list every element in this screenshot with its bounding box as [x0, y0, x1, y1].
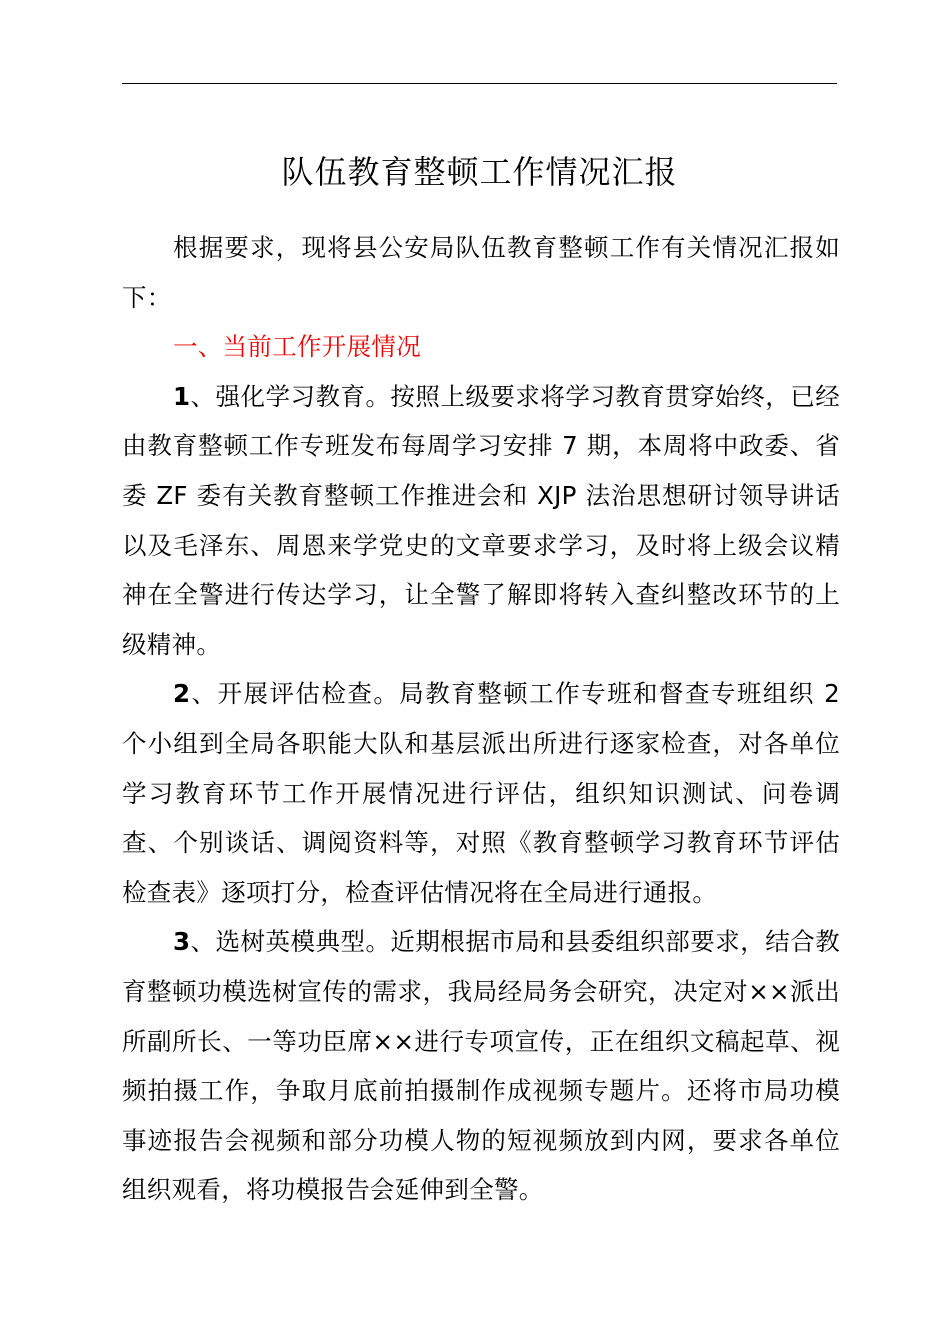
item-paragraph-2: [122, 669, 840, 917]
item-paragraph-3: [122, 917, 840, 1215]
item-text: 、开展评估检查。局教育整顿工作专班和督查专班组织 2 个小组到全局各职能大队和基层派出所进行逐家检查，对各单位学习教育环节工作开展情况进行评估，组织知识测试、问卷调查、个别谈话、调阅资料等，对照《教育整顿学习教育环节评估检查表》逐项打分，检查评估情况将在全局进行通报。: [122, 679, 840, 907]
item-text: 、选树英模典型。近期根据市局和县委组织部要求，结合教育整顿功模选树宣传的需求，我局经局务会研究，决定对××派出所副所长、一等功臣席××进行专项宣传，正在组织文稿起草、视频拍摄工作，争取月底前拍摄制作成视频专题片。还将市局功模事迹报告会视频和部分功模人物的短视频放到内网，要求各单位组织观看，将功模报告会延伸到全警。: [122, 927, 840, 1205]
item-text: 、强化学习教育。按照上级要求将学习教育贯穿始终，已经由教育整顿工作专班发布每周学习安排 7 期，本周将中政委、省委 ZF 委有关教育整顿工作推进会和 XJP 法治思想研讨领导讲话以及毛泽东、周恩来学党史的文章要求学习，及时将上级会议精神在全警进行传达学习，让全警了解即将转入查纠整改环节的上级精神。: [122, 381, 840, 659]
header-rule: [122, 83, 837, 84]
item-number: 3: [173, 927, 191, 957]
document-title: 队伍教育整顿工作情况汇报: [281, 153, 678, 191]
item-number: 2: [173, 679, 191, 709]
item-paragraph-1: [122, 372, 840, 670]
section-heading: 一、当前工作开展情况: [173, 332, 421, 362]
item-number: 1: [173, 381, 191, 411]
intro-paragraph: 根据要求，现将县公安局队伍教育整顿工作有关情况汇报如下：: [122, 233, 840, 312]
document-body: [122, 223, 840, 1215]
